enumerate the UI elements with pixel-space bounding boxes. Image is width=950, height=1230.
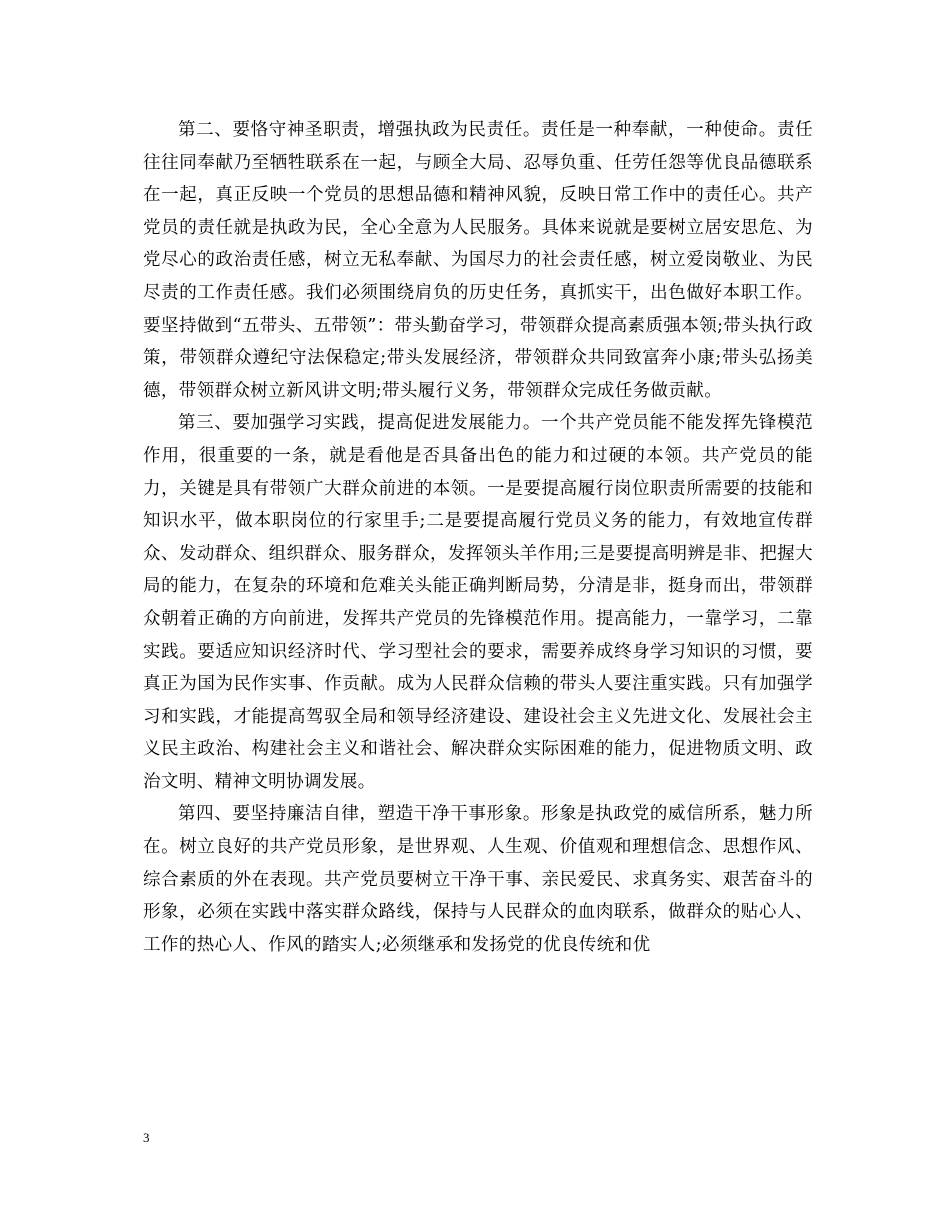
document-body [143, 114, 813, 961]
paragraph-1: 第二、要恪守神圣职责，增强执政为民责任。责任是一种奉献，一种使命。责任往往同奉献乃至牺牲联系在一起，与顾全大局、忍辱负重、任劳任怨等优良品德联系在一起，真正反映一个党员的思想品德和精神风貌，反映日常工作中的责任心。共产党员的责任就是执政为民，全心全意为人民服务。具体来说就是要树立居安思危、为党尽心的政治责任感，树立无私奉献、为国尽力的社会责任感，树立爱岗敬业、为民尽责的工作责任感。我们必须围绕肩负的历史任务，真抓实干，出色做好本职工作。要坚持做到“五带头、五带领”：带头勤奋学习，带领群众提高素质强本领;带头执行政策，带领群众遵纪守法保稳定;带头发展经济，带领群众共同致富奔小康;带头弘扬美德，带领群众树立新风讲文明;带头履行义务，带领群众完成任务做贡献。 [143, 120, 813, 401]
paragraph-2: 第三、要加强学习实践，提高促进发展能力。一个共产党员能不能发挥先锋模范作用，很重要的一条，就是看他是否具备出色的能力和过硬的本领。共产党员的能力，关键是具有带领广大群众前进的本领。一是要提高履行岗位职责所需要的技能和知识水平，做本职岗位的行家里手;二是要提高履行党员义务的能力，有效地宣传群众、发动群众、组织群众、服务群众，发挥领头羊作用;三是要提高明辨是非、把握大局的能力，在复杂的环境和危难关头能正确判断局势，分清是非，挺身而出，带领群众朝着正确的方向前进，发挥共产党员的先锋模范作用。提高能力，一靠学习，二靠实践。要适应知识经济时代、学习型社会的要求，需要养成终身学习知识的习惯，要真正为国为民作实事、作贡献。成为人民群众信赖的带头人要注重实践。只有加强学习和实践，才能提高驾驭全局和领导经济建设、建设社会主义先进文化、发展社会主义民主政治、构建社会主义和谐社会、解决群众实际困难的能力，促进物质文明、政治文明、精神文明协调发展。 [143, 413, 813, 792]
page-number: 3 [143, 1130, 150, 1145]
paragraph-3: 第四、要坚持廉洁自律，塑造干净干事形象。形象是执政党的威信所系，魅力所在。树立良好的共产党员形象，是世界观、人生观、价值观和理想信念、思想作风、综合素质的外在表现。共产党员要树立干净干事、亲民爱民、求真务实、艰苦奋斗的形象，必须在实践中落实群众路线，保持与人民群众的血肉联系，做群众的贴心人、工作的热心人、作风的踏实人;必须继承和发扬党的优良传统和优 [143, 804, 813, 955]
